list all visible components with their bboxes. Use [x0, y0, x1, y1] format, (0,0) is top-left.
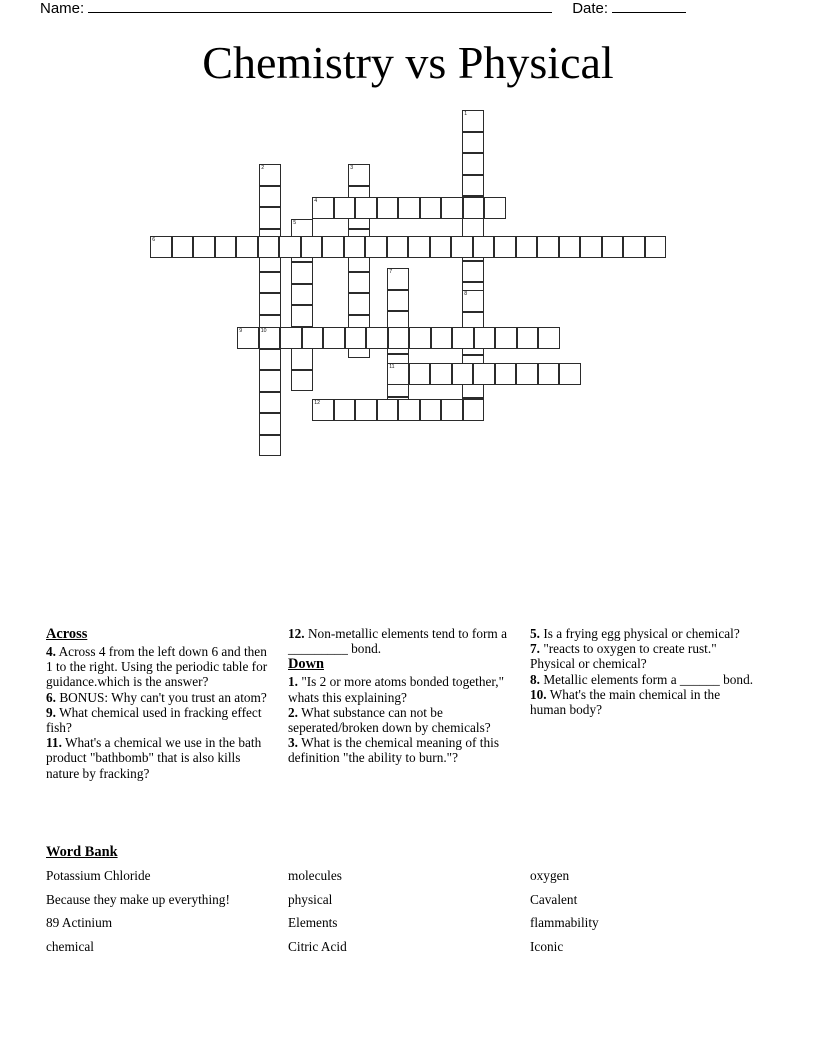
crossword-cell[interactable] [259, 186, 281, 208]
crossword-cell-start[interactable] [462, 110, 484, 132]
crossword-cell[interactable] [259, 272, 281, 294]
crossword-cell[interactable] [462, 153, 484, 175]
clue-number: 12. [288, 626, 305, 641]
clue-column-2 [288, 626, 516, 766]
crossword-cell[interactable] [516, 363, 538, 385]
word-bank-heading: Word Bank [46, 844, 118, 860]
crossword-cell-start[interactable] [462, 290, 484, 312]
crossword-cell[interactable] [322, 236, 344, 258]
crossword-cell[interactable] [495, 327, 517, 349]
crossword-cell[interactable] [623, 236, 645, 258]
word-bank-item: molecules [288, 868, 342, 883]
clue-text: What substance can not be seperated/broken down by chemicals? [288, 704, 491, 736]
clue-number: 8. [530, 671, 540, 687]
word-bank-item: physical [288, 891, 333, 907]
crossword-cell[interactable] [580, 236, 602, 258]
crossword-cell-number: 12 [314, 399, 320, 406]
crossword-cell[interactable] [291, 284, 313, 306]
crossword-cell[interactable] [409, 327, 431, 349]
crossword-cell[interactable] [323, 327, 345, 349]
crossword-cell-start[interactable] [348, 164, 370, 186]
crossword-cell[interactable] [516, 236, 538, 258]
clue-text: What chemical used in fracking effect fish? [46, 704, 262, 736]
crossword-cell[interactable] [348, 293, 370, 315]
clue-text: What is the chemical meaning of this definition "the ability to burn."? [288, 735, 499, 766]
clue-number: 1. [288, 674, 298, 690]
crossword-cell[interactable] [377, 197, 399, 219]
clue-text: Is a frying egg physical or chemical? [543, 626, 740, 641]
clue-down-8 [530, 672, 758, 687]
word-bank-item: oxygen [530, 868, 570, 883]
crossword-cell[interactable] [409, 363, 431, 385]
crossword-cell[interactable] [494, 236, 516, 258]
crossword-cell[interactable] [398, 197, 420, 219]
crossword-cell[interactable] [365, 236, 387, 258]
crossword-cell[interactable] [259, 370, 281, 392]
word-bank-item: Iconic [530, 938, 564, 954]
crossword-cell-start[interactable] [312, 399, 334, 421]
crossword-cell[interactable] [451, 236, 473, 258]
crossword-cell[interactable] [279, 236, 301, 258]
clue-across-6 [46, 690, 274, 705]
crossword-cell-number: 8 [464, 290, 468, 297]
clue-column-3 [530, 626, 758, 717]
word-bank [46, 843, 770, 954]
crossword-cell[interactable] [291, 262, 313, 284]
crossword-cell[interactable] [462, 132, 484, 154]
crossword-cell[interactable] [398, 399, 420, 421]
clue-number: 6. [46, 689, 56, 705]
crossword-cell-start[interactable] [387, 268, 409, 290]
crossword-cell[interactable] [431, 327, 453, 349]
crossword-cell[interactable] [259, 293, 281, 315]
crossword-cell[interactable] [172, 236, 194, 258]
crossword-cell[interactable] [291, 348, 313, 370]
clue-number: 5. [530, 626, 540, 641]
clue-text: "reacts to oxygen to create rust." Physical or chemical? [530, 641, 717, 672]
clue-across-11 [46, 735, 274, 781]
crossword-cell[interactable] [420, 399, 442, 421]
clue-text: Non-metallic elements tend to form a _________ bond. [288, 626, 507, 657]
crossword-cell[interactable] [388, 327, 410, 349]
word-bank-item: Because they make up everything! [46, 891, 230, 907]
clue-number: 11. [46, 735, 62, 751]
crossword-cell[interactable] [366, 327, 388, 349]
crossword-cell[interactable] [538, 327, 560, 349]
word-bank-grid [46, 868, 770, 954]
clue-text: Metallic elements form a ______ bond. [543, 671, 754, 687]
crossword-cell[interactable] [463, 399, 485, 421]
crossword-cell[interactable] [452, 327, 474, 349]
crossword-cell-number: 9 [239, 327, 243, 334]
crossword-cell[interactable] [559, 236, 581, 258]
crossword-cell[interactable] [441, 197, 463, 219]
crossword-cell[interactable] [334, 399, 356, 421]
name-label: Name: [40, 0, 85, 17]
crossword-cell-start[interactable] [312, 197, 334, 219]
crossword-cell[interactable] [344, 236, 366, 258]
crossword-cell[interactable] [452, 363, 474, 385]
word-bank-item: Potassium Chloride [46, 868, 151, 883]
crossword-cell[interactable] [377, 399, 399, 421]
clue-down-3 [288, 735, 516, 765]
crossword-cell[interactable] [215, 236, 237, 258]
crossword-cell[interactable] [345, 327, 367, 349]
clue-text: BONUS: Why can't you trust an atom? [59, 689, 267, 705]
crossword-cell[interactable] [387, 236, 409, 258]
crossword-cell[interactable] [474, 327, 496, 349]
crossword-cell[interactable] [259, 392, 281, 414]
crossword-cell[interactable] [301, 236, 323, 258]
crossword-cell[interactable] [259, 207, 281, 229]
clues-area [46, 626, 770, 826]
crossword-cell[interactable] [537, 236, 559, 258]
crossword-cell-start[interactable] [259, 327, 281, 349]
crossword-cell[interactable] [408, 236, 430, 258]
crossword-cell[interactable] [334, 197, 356, 219]
word-bank-item: chemical [46, 938, 94, 954]
crossword-cell-number: 2 [261, 164, 265, 171]
crossword-cell-start[interactable] [387, 363, 409, 385]
crossword-cell[interactable] [473, 236, 495, 258]
word-bank-item: Elements [288, 915, 338, 930]
crossword-cell[interactable] [387, 290, 409, 312]
crossword-cell[interactable] [462, 175, 484, 197]
clue-number: 2. [288, 704, 298, 720]
crossword-cell[interactable] [473, 363, 495, 385]
clue-down-7 [530, 641, 758, 671]
word-bank-item: flammability [530, 915, 599, 930]
clue-number: 4. [46, 644, 56, 659]
crossword-cell-number: 1 [464, 110, 468, 117]
clue-down-1 [288, 674, 516, 704]
clue-number: 9. [46, 704, 56, 720]
crossword-cell[interactable] [348, 272, 370, 294]
crossword-cell-number: 3 [350, 164, 354, 171]
crossword-cell[interactable] [463, 197, 485, 219]
crossword-cell[interactable] [258, 236, 280, 258]
word-bank-item: 89 Actinium [46, 915, 113, 930]
clue-column-1 [46, 626, 274, 781]
crossword-cell[interactable] [441, 399, 463, 421]
crossword-cell-start[interactable] [259, 164, 281, 186]
crossword-cell[interactable] [430, 236, 452, 258]
crossword-cell[interactable] [236, 236, 258, 258]
crossword-cell-start[interactable] [237, 327, 259, 349]
crossword-cell-number: 4 [314, 197, 318, 204]
crossword-cell[interactable] [193, 236, 215, 258]
clue-across-12 [288, 626, 516, 656]
crossword-cell[interactable] [259, 435, 281, 457]
crossword-cell[interactable] [517, 327, 539, 349]
crossword-cell[interactable] [355, 197, 377, 219]
clue-text: What's the main chemical in the human body? [530, 686, 721, 718]
clue-across-4 [46, 644, 274, 690]
crossword-cell-number: 6 [152, 236, 156, 243]
crossword-cell[interactable] [602, 236, 624, 258]
crossword-cell[interactable] [430, 363, 452, 385]
clue-text: Across 4 from the left down 6 and then 1 to the right. Using the periodic table for guidance.which is the answer? [46, 644, 268, 690]
clue-text: "Is 2 or more atoms bonded together," whats this explaining? [288, 674, 505, 705]
page-title: Chemistry vs Physical [202, 37, 614, 88]
crossword-cell[interactable] [484, 197, 506, 219]
crossword-cell[interactable] [645, 236, 667, 258]
clue-down-2 [288, 705, 516, 735]
crossword-cell-number: 7 [389, 268, 393, 275]
clue-down-10 [530, 687, 758, 717]
clue-down-5 [530, 626, 758, 641]
crossword-cell-number: 10 [260, 327, 267, 334]
clue-text: What's a chemical we use in the bath product "bathbomb" that is also kills nature by fracking? [46, 735, 262, 781]
crossword-cell[interactable] [355, 399, 377, 421]
crossword-cell[interactable] [559, 363, 581, 385]
crossword-cell[interactable] [462, 261, 484, 283]
crossword-cell-number: 11 [389, 363, 395, 370]
word-bank-item: Cavalent [530, 891, 578, 907]
clue-across-9 [46, 705, 274, 735]
crossword-cell-number: 5 [293, 219, 297, 226]
crossword-cell[interactable] [259, 349, 281, 371]
date-label: Date: [572, 0, 609, 17]
clue-number: 3. [288, 735, 298, 751]
crossword-cell[interactable] [259, 413, 281, 435]
across-heading: Across [46, 626, 88, 642]
crossword-cell[interactable] [291, 370, 313, 392]
crossword-cell[interactable] [538, 363, 560, 385]
crossword-cell-start[interactable] [150, 236, 172, 258]
clue-number: 10. [530, 686, 547, 702]
word-bank-item: Citric Acid [288, 938, 347, 954]
crossword-cell[interactable] [280, 327, 302, 349]
crossword-cell[interactable] [420, 197, 442, 219]
crossword-cell[interactable] [495, 363, 517, 385]
crossword-cell[interactable] [302, 327, 324, 349]
crossword-cell[interactable] [291, 305, 313, 327]
clue-number: 7. [530, 641, 540, 657]
down-heading: Down [288, 656, 324, 673]
